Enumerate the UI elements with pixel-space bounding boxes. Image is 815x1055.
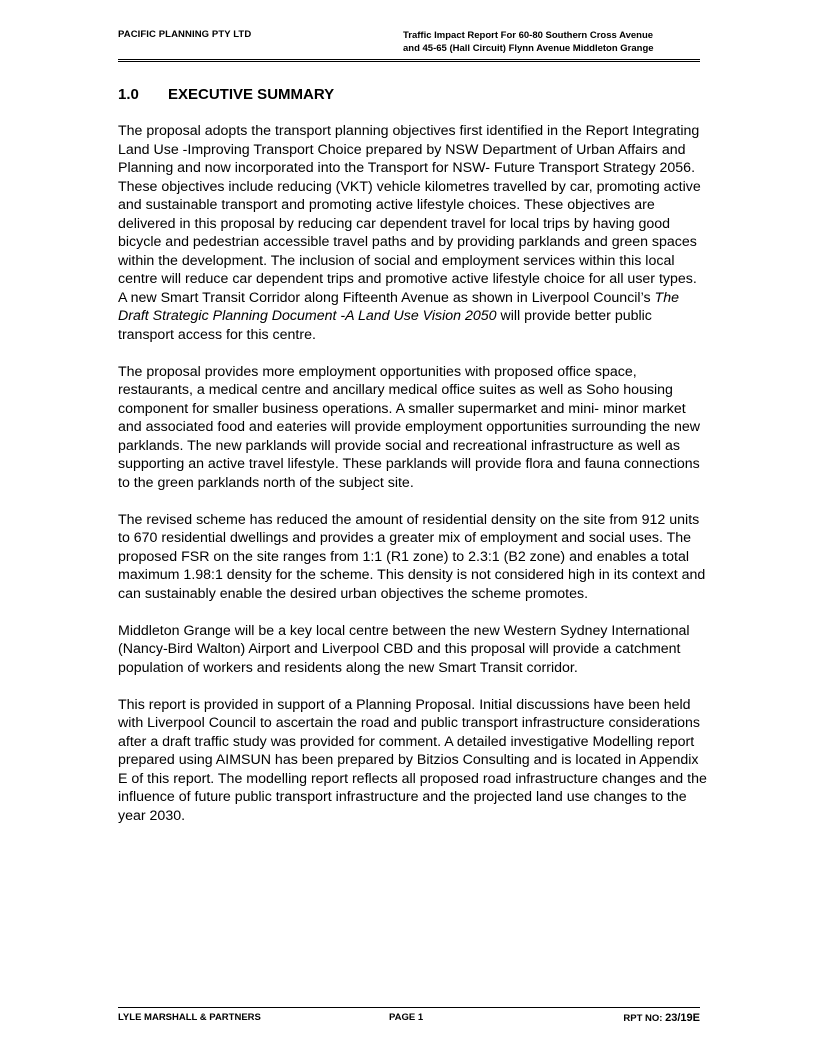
page-header bbox=[118, 29, 700, 59]
section-heading bbox=[118, 86, 334, 103]
footer-firm: LYLE MARSHALL & PARTNERS bbox=[118, 1012, 261, 1023]
paragraph-1-text-end: will provide better public transport access for this centre. bbox=[118, 308, 652, 343]
header-rule bbox=[118, 59, 700, 60]
footer-page-number: PAGE 1 bbox=[389, 1012, 424, 1023]
header-company: PACIFIC PLANNING PTY LTD bbox=[118, 29, 252, 40]
paragraph-2: The proposal provides more employment opportunities with proposed office space, restaurants, a medical centre and ancillary medical office suites as well as Soho housing component for smaller business operations. A smaller supermarket and mini- minor market and associated food and eateries will provide employment opportunities surrounding the new parklands. The new parklands will provide social and recreational infrastructure as well as supporting an active travel lifestyle. These parklands will provide flora and fauna connections to the green parklands north of the subject site. bbox=[118, 363, 701, 491]
footer-report-code: 23/19E bbox=[665, 1012, 700, 1024]
paragraph-5: This report is provided in support of a Planning Proposal. Initial discussions have been held with Liverpool Council to ascertain the road and public transport infrastructure considerations after a draft traffic study was provided for comment. A detailed investigative Modelling report prepared using AIMSUN has been prepared by Bitzios Consulting and is located in Appendix E of this report. The modelling report reflects all proposed road infrastructure changes and the influence of future public transport infrastructure and the projected land use changes to the year 2030. bbox=[118, 696, 707, 824]
footer-rule bbox=[118, 1007, 700, 1008]
paragraph-3: The revised scheme has reduced the amount of residential density on the site from 912 units to 670 residential dwellings and provides a greater mix of employment and social uses. The proposed FSR on the site ranges from 1:1 (R1 zone) to 2.3:1 (B2 zone) and enables a total maximum 1.98:1 density for the scheme. This density is not considered high in its context and can sustainably enable the desired urban objectives the scheme promotes. bbox=[118, 511, 706, 602]
paragraph-1-document-title: The Draft Strategic Planning Document -A Land Use Vision 2050 bbox=[118, 289, 679, 324]
header-report-line-2: and 45-65 (Hall Circuit) Flynn Avenue Middleton Grange bbox=[403, 43, 654, 54]
header-rule-double bbox=[118, 61, 700, 62]
section-title: EXECUTIVE SUMMARY bbox=[168, 86, 335, 103]
paragraph-1 bbox=[118, 122, 708, 344]
body-text bbox=[118, 122, 708, 844]
paragraph-1-text: The proposal adopts the transport planning objectives first identified in the Report Integrating Land Use -Improving Transport Choice prepared by NSW Department of Urban Affairs and Planning and now incorporated into the Transport for NSW- Future Transport Strategy 2056. These objectives include reducing (VKT) vehicle kilometres travelled by car, promoting active and sustainable transport and promoting active lifestyle choices. These objectives are delivered in this proposal by reducing car dependent travel for local trips by having good bicycle and pedestrian accessible travel paths and by providing parklands and green spaces within the development. The inclusion of social and employment services within this local centre will reduce car dependent trips and promotive active lifestyle choice for all user types. A new Smart Transit Corridor along Fifteenth Avenue as shown in Liverpool Council’s bbox=[118, 123, 701, 306]
header-report-line-1: Traffic Impact Report For 60-80 Southern Cross Avenue bbox=[403, 30, 654, 41]
footer-report-number bbox=[623, 1012, 700, 1024]
paragraph-4: Middleton Grange will be a key local centre between the new Western Sydney International (Nancy-Bird Walton) Airport and Liverpool CBD and this proposal will provide a catchment population of workers and residents along the new Smart Transit corridor. bbox=[118, 622, 690, 676]
footer-report-label: RPT NO: bbox=[623, 1013, 666, 1024]
section-number: 1.0 bbox=[118, 86, 139, 103]
header-report-title bbox=[403, 29, 654, 55]
